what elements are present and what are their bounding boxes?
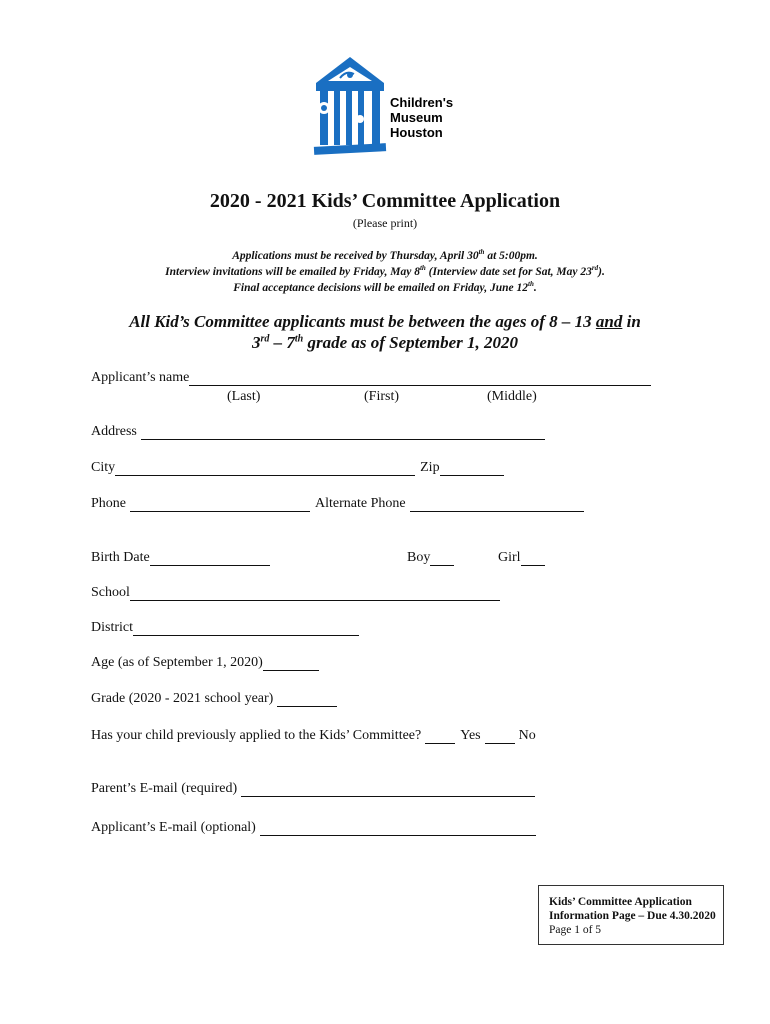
grade-label: Grade (2020 - 2021 school year): [91, 691, 274, 706]
parent-email-label: Parent’s E-mail (required): [91, 781, 238, 796]
girl-input[interactable]: [521, 551, 545, 566]
address-label: Address: [91, 424, 137, 439]
birth-date-label: Birth Date: [91, 550, 150, 565]
address-input[interactable]: [141, 425, 545, 440]
boy-field: [407, 550, 454, 566]
district-input[interactable]: [133, 621, 359, 636]
phone-field: [91, 496, 584, 512]
notice-interview: Interview invitations will be emailed by Friday, May 8th (Interview date set for Sat, May 23rd).: [165, 264, 605, 278]
parent-email-input[interactable]: [241, 782, 535, 797]
grade-input[interactable]: [277, 692, 337, 707]
middle-name-label: (Middle): [487, 389, 537, 404]
notice-acceptance: Final acceptance decisions will be emailed on Friday, June 12th.: [233, 280, 537, 294]
page-info-box: [538, 885, 724, 945]
zip-label: Zip: [420, 460, 440, 475]
logo-line-3: Houston: [390, 125, 443, 140]
birth-date-input[interactable]: [150, 551, 270, 566]
yes-input[interactable]: [425, 729, 455, 744]
footer-due-date: Information Page – Due 4.30.2020: [549, 910, 716, 922]
applicant-name-field: [91, 370, 651, 386]
page-title: 2020 - 2021 Kids’ Committee Application: [209, 190, 561, 212]
age-label: Age (as of September 1, 2020): [91, 655, 263, 670]
no-input[interactable]: [485, 729, 515, 744]
girl-field: [498, 550, 545, 566]
yes-label: Yes: [460, 728, 481, 743]
age-field: [91, 655, 319, 671]
footer-form-name: Kids’ Committee Application: [549, 896, 692, 908]
page-subtitle: (Please print): [352, 216, 418, 230]
birth-date-field: [91, 550, 270, 566]
age-requirement-line-2: 3rd – 7th grade as of September 1, 2020: [251, 333, 519, 352]
notice-deadline: Applications must be received by Thursday, April 30th at 5:00pm.: [232, 248, 538, 262]
boy-input[interactable]: [430, 551, 454, 566]
school-field: [91, 585, 500, 601]
age-input[interactable]: [263, 656, 319, 671]
museum-building-icon: [310, 53, 390, 159]
school-label: School: [91, 585, 130, 600]
applicant-email-input[interactable]: [260, 821, 536, 836]
museum-logo: [310, 53, 470, 159]
last-name-label: (Last): [227, 389, 261, 404]
applicant-email-label: Applicant’s E-mail (optional): [91, 820, 256, 835]
school-input[interactable]: [130, 586, 500, 601]
alternate-phone-label: Alternate Phone: [315, 496, 406, 511]
phone-input[interactable]: [130, 497, 310, 512]
phone-label: Phone: [91, 496, 126, 511]
previously-applied-field: [91, 728, 536, 744]
parent-email-field: [91, 781, 535, 797]
zip-input[interactable]: [440, 461, 504, 476]
first-name-label: (First): [364, 389, 399, 404]
no-label: No: [518, 728, 536, 743]
applicant-email-field: [91, 820, 536, 836]
city-zip-field: [91, 460, 504, 476]
alternate-phone-input[interactable]: [410, 497, 584, 512]
previously-applied-label: Has your child previously applied to the Kids’ Committee?: [91, 728, 422, 743]
city-input[interactable]: [115, 461, 415, 476]
applicant-name-label: Applicant’s name: [91, 370, 190, 385]
district-field: [91, 620, 359, 636]
district-label: District: [91, 620, 133, 635]
boy-label: Boy: [407, 550, 431, 565]
logo-line-2: Museum: [390, 110, 443, 125]
logo-line-1: Children's: [390, 95, 454, 110]
city-label: City: [91, 460, 116, 475]
age-requirement-line-1: All Kid’s Committee applicants must be between the ages of 8 – 13 and in: [129, 312, 641, 331]
applicant-name-input[interactable]: [189, 371, 651, 386]
grade-field: [91, 691, 337, 707]
footer-page-number: Page 1 of 5: [549, 924, 602, 936]
girl-label: Girl: [498, 550, 521, 565]
address-field: [91, 424, 545, 440]
